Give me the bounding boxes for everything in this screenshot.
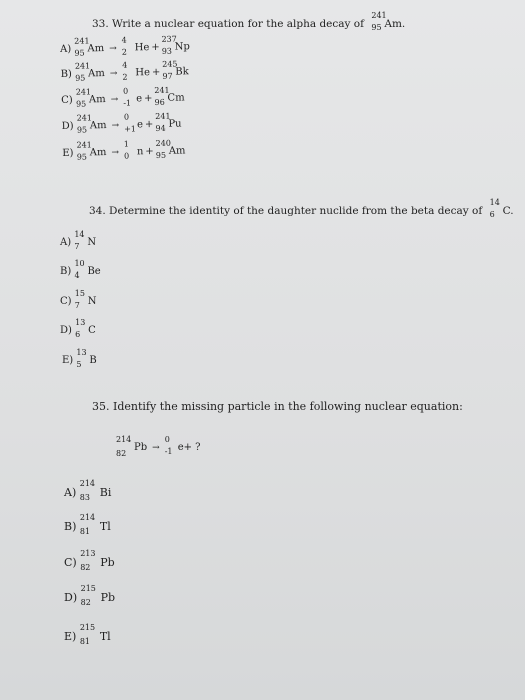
arrow-icon: → xyxy=(111,147,120,158)
arrow-icon: → xyxy=(111,120,120,131)
q33-title-row xyxy=(92,11,406,32)
arrow-icon: → xyxy=(109,68,118,79)
q34-option-d xyxy=(60,318,96,339)
q33-title: 33. Write a nuclear equation for the alpha decay of xyxy=(92,18,365,30)
nuclide: 10 4 Be xyxy=(74,259,101,280)
product-1: 1 0 n xyxy=(123,139,144,161)
reactant: 241 95 Am xyxy=(76,140,107,162)
product-1: 0 -1 e xyxy=(122,86,143,108)
q34-option-b xyxy=(60,259,101,280)
atomic-number: 95 xyxy=(371,23,382,32)
atomic-number: 6 xyxy=(489,210,495,219)
product-1: 4 2 He xyxy=(121,35,150,57)
option-letter: E) xyxy=(62,147,74,159)
product-2: 237 93 Np xyxy=(161,34,190,56)
product-1: 4 2 He xyxy=(122,60,151,82)
option-letter: A) xyxy=(64,486,77,499)
option-letter: A) xyxy=(60,43,72,55)
q34-option-e xyxy=(62,348,97,369)
nuclide: 215 81 Tl xyxy=(79,623,111,646)
nuclide: 213 82 Pb xyxy=(80,549,115,572)
nuclide: 13 5 B xyxy=(76,348,97,369)
reactant: 241 95 Am xyxy=(75,87,106,109)
option-letter: C) xyxy=(60,296,72,307)
arrow-icon: → xyxy=(109,43,117,54)
reactant: 214 82 Pb xyxy=(116,435,148,458)
nuclide: 214 83 Bi xyxy=(79,479,112,502)
product-1: 0 +1 e xyxy=(123,112,144,134)
option-letter: C) xyxy=(64,556,77,569)
q35-option-e xyxy=(64,623,111,646)
product-2: 241 94 Pu xyxy=(155,111,182,134)
nuclide: 13 6 C xyxy=(75,318,96,339)
arrow-icon: → xyxy=(152,443,160,453)
mass-number: 241 xyxy=(371,11,387,20)
option-letter: B) xyxy=(64,520,77,533)
option-letter: D) xyxy=(61,120,74,132)
q34-option-a xyxy=(60,230,97,251)
arrow-icon: → xyxy=(110,94,119,105)
option-letter: D) xyxy=(64,591,78,604)
q33-option-e: E) 241 95 Am → 1 0 n + 240 95 Am xyxy=(62,138,186,162)
q35-title: 35. Identify the missing particle in the following nuclear equation: xyxy=(92,400,463,413)
q34-title: 34. Determine the identity of the daughter nuclide from the beta decay of xyxy=(89,205,483,217)
reactant: 241 95 Am xyxy=(76,113,107,135)
reactant: 241 95 Am xyxy=(74,36,105,58)
element-symbol: Am. xyxy=(384,18,406,30)
q33-option-d: D) 241 95 Am → 0 +1 e + 241 94 Pu xyxy=(61,111,182,135)
q34-target-nuclide xyxy=(489,198,514,219)
mass-number: 14 xyxy=(489,198,500,207)
nuclide: 14 7 N xyxy=(74,230,97,251)
product-1: 0 -1 e xyxy=(164,435,184,456)
q33-option-c: C) 241 95 Am → 0 -1 e + 241 96 Cm xyxy=(61,85,185,109)
option-letter: B) xyxy=(60,266,72,277)
q35-option-b xyxy=(64,513,111,536)
nuclide: 214 81 Tl xyxy=(79,513,111,536)
element-symbol: C. xyxy=(502,205,514,217)
option-letter: D) xyxy=(60,325,72,336)
product-2: 240 95 Am xyxy=(155,138,186,161)
product-2: 241 96 Cm xyxy=(154,85,185,108)
q35-option-d xyxy=(64,584,116,607)
option-letter: C) xyxy=(61,94,73,106)
equation-tail: + ? xyxy=(183,442,201,453)
option-letter: E) xyxy=(62,355,74,366)
option-letter: B) xyxy=(60,68,73,80)
product-2: 245 97 Bk xyxy=(162,59,189,81)
q34-option-c xyxy=(60,289,97,310)
q33-target-nuclide xyxy=(371,11,406,32)
reactant: 241 95 Am xyxy=(74,61,105,83)
q35-equation xyxy=(116,435,201,458)
q34-title-row xyxy=(89,198,514,219)
q33-option-a: A) 241 95 Am → 4 2 He + 237 93 Np xyxy=(60,34,190,58)
nuclide: 15 7 N xyxy=(74,289,97,310)
option-letter: E) xyxy=(64,630,77,643)
option-letter: A) xyxy=(60,237,72,248)
nuclide: 215 82 Pb xyxy=(80,584,116,607)
q33-option-b: B) 241 95 Am → 4 2 He + 245 97 Bk xyxy=(60,59,189,83)
q35-option-c xyxy=(64,549,115,572)
q35-option-a xyxy=(64,479,112,502)
